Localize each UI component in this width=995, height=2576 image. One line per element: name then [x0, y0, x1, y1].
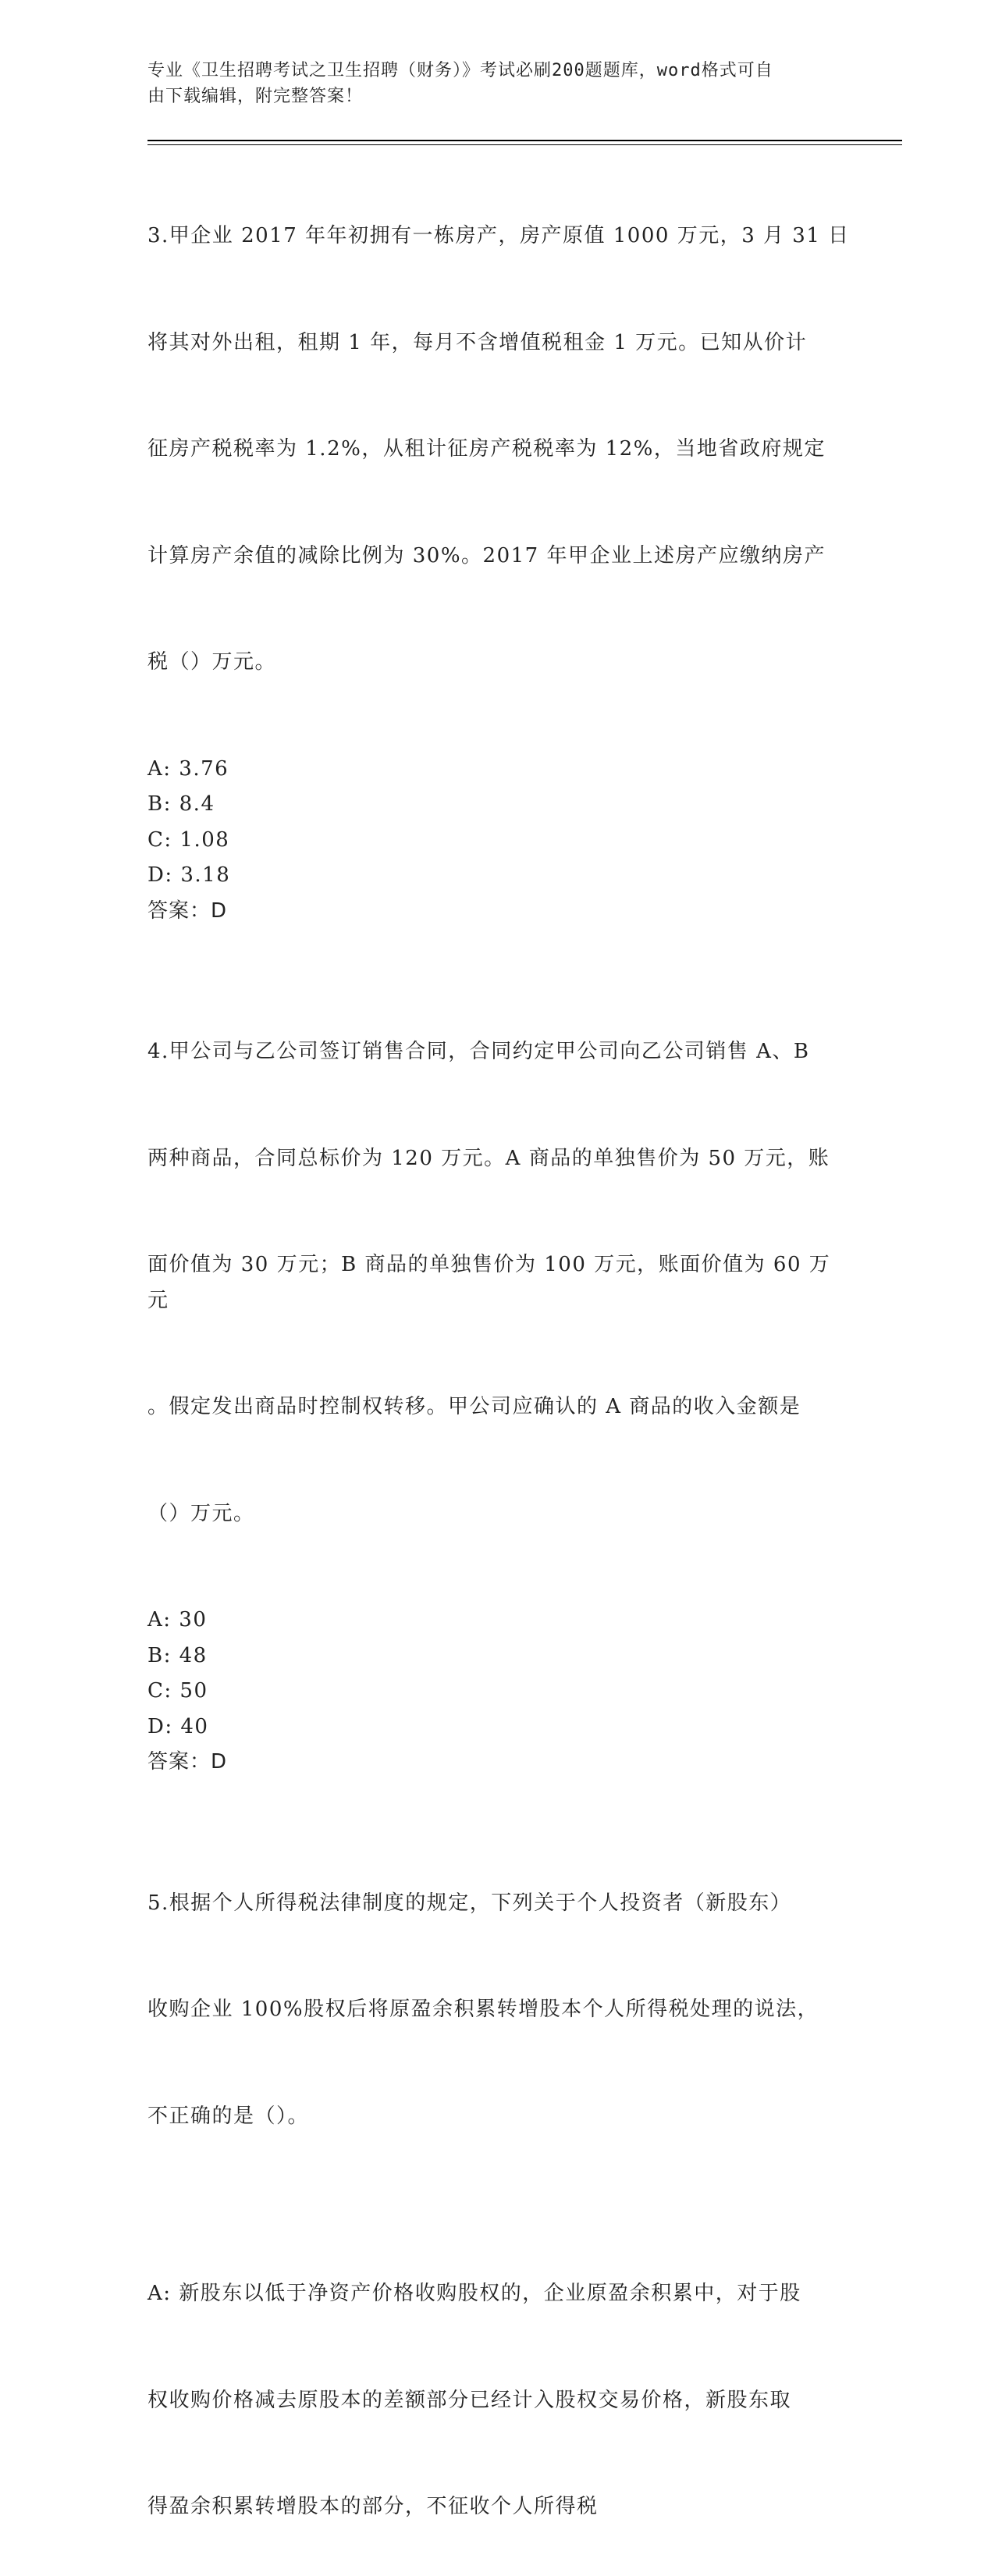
option-c: C: 50 — [147, 1674, 850, 1710]
question-line: 收购企业 100%股权后将原盈余积累转增股本个人所得税处理的说法， — [147, 1992, 850, 2028]
question-5 — [147, 1815, 850, 2576]
option-c: C: 1.08 — [147, 823, 850, 859]
header-line: 专业《卫生招聘考试之卫生招聘（财务）》考试必刷200题题库，word格式可自 — [147, 58, 834, 84]
question-text — [147, 148, 850, 752]
question-line: 计算房产余值的减除比例为 30%。2017 年甲企业上述房产应缴纳房产 — [147, 539, 850, 575]
question-line: 4.甲公司与乙公司签订销售合同，合同约定甲公司向乙公司销售 A、B — [147, 1034, 850, 1070]
header-divider-thick — [147, 140, 902, 141]
option-d: D: 3.18 — [147, 858, 850, 894]
question-line: 两种商品，合同总标价为 120 万元。A 商品的单独售价为 50 万元，账 — [147, 1141, 850, 1177]
option-b: B: 48 — [147, 1638, 850, 1674]
header-line: 由下载编辑，附完整答案！ — [147, 84, 834, 109]
question-line: 将其对外出租，租期 1 年，每月不含增值税租金 1 万元。已知从价计 — [147, 326, 850, 361]
question-line: 面价值为 30 万元；B 商品的单独售价为 100 万元，账面价值为 60 万元 — [147, 1247, 850, 1318]
question-line: 5.根据个人所得税法律制度的规定，下列关于个人投资者（新股东） — [147, 1886, 850, 1922]
question-line: 3.甲企业 2017 年年初拥有一栋房产，房产原值 1000 万元，3 月 31 日 — [147, 219, 850, 254]
answer: 答案：D — [147, 1745, 850, 1781]
question-text — [147, 963, 850, 1603]
question-line: 不正确的是（）。 — [147, 2099, 850, 2135]
option-a: A: 3.76 — [147, 752, 850, 788]
document-header — [147, 58, 834, 109]
question-line: 征房产税税率为 1.2%，从租计征房产税税率为 12%，当地省政府规定 — [147, 432, 850, 468]
question-line: （）万元。 — [147, 1496, 850, 1532]
option-a — [147, 2205, 850, 2576]
option-b: B: 8.4 — [147, 787, 850, 823]
question-line: 税（）万元。 — [147, 645, 850, 681]
option-line: A: 新股东以低于净资产价格收购股权的，企业原盈余积累中，对于股 — [147, 2276, 850, 2312]
question-line: 。假定发出商品时控制权转移。甲公司应确认的 A 商品的收入金额是 — [147, 1389, 850, 1425]
option-line: 权收购价格减去原股本的差额部分已经计入股权交易价格，新股东取 — [147, 2383, 850, 2419]
question-3 — [147, 148, 850, 929]
question-4 — [147, 963, 850, 1781]
question-list — [147, 148, 850, 2576]
header-divider-thin — [147, 144, 902, 145]
question-text — [147, 1815, 850, 2206]
option-a: A: 30 — [147, 1603, 850, 1638]
option-line: 得盈余积累转增股本的部分，不征收个人所得税 — [147, 2489, 850, 2525]
option-d: D: 40 — [147, 1710, 850, 1745]
answer: 答案：D — [147, 894, 850, 930]
